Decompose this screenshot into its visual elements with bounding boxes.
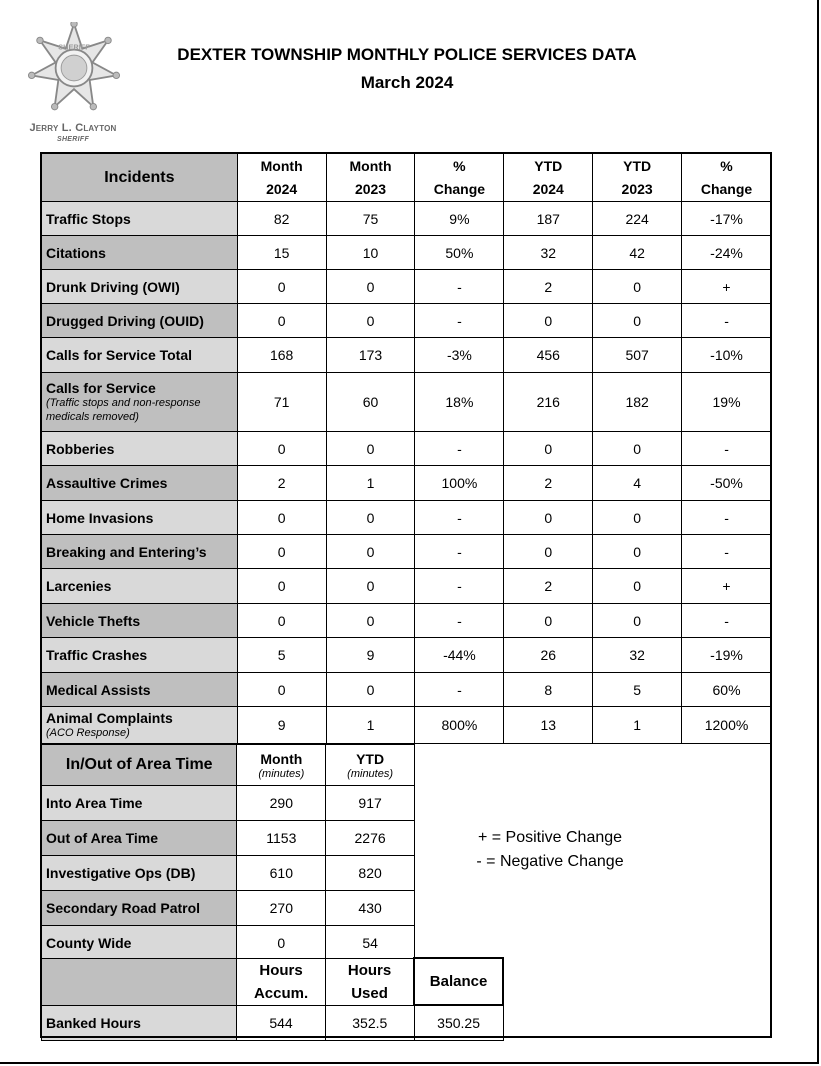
value-cell: 1: [326, 707, 415, 744]
legend-negative: - = Negative Change: [476, 853, 624, 870]
value-cell: 800%: [415, 707, 504, 744]
value-cell: -: [415, 604, 504, 638]
banked-header-row: [42, 958, 504, 1005]
row-label: [42, 673, 238, 707]
value-cell: 0: [593, 569, 682, 604]
value-cell: -: [415, 569, 504, 604]
row-label: Banked Hours: [42, 1005, 237, 1040]
value-cell: 19%: [682, 373, 772, 432]
sheriff-title: SHERIFF: [56, 136, 90, 143]
incidents-header-title: Incidents: [42, 154, 238, 202]
value-cell: -: [415, 673, 504, 707]
value-cell: 0: [504, 501, 593, 535]
value-cell: -50%: [682, 466, 772, 501]
table-row: [42, 466, 772, 501]
value-cell: 26: [504, 638, 593, 673]
row-label-text: Larcenies: [46, 578, 112, 594]
header-line1: Month: [260, 157, 303, 174]
value-cell: 0: [593, 604, 682, 638]
table-row: [42, 236, 772, 270]
document-subtitle: March 2024: [360, 73, 454, 92]
row-label: Out of Area Time: [42, 821, 237, 856]
value-cell: 1: [593, 707, 682, 744]
value-cell: 0: [237, 270, 326, 304]
header-units: (minutes): [347, 768, 394, 780]
value-cell: 15: [237, 236, 326, 270]
table-row: [42, 338, 772, 373]
row-label-note: (Traffic stops and non-response medicals removed): [46, 397, 201, 423]
table-row: [42, 786, 415, 821]
value-cell: 430: [326, 891, 415, 926]
area-header-cell: [326, 745, 415, 786]
row-label-note: (ACO Response): [46, 727, 130, 739]
value-cell: 456: [504, 338, 593, 373]
row-label: [42, 569, 238, 604]
row-label: [42, 236, 238, 270]
table-row: [42, 535, 772, 569]
value-cell: 610: [237, 856, 326, 891]
value-cell: +: [682, 569, 772, 604]
document-title: DEXTER TOWNSHIP MONTHLY POLICE SERVICES DATA: [177, 45, 637, 64]
value-cell: 0: [593, 270, 682, 304]
row-label-text: Calls for Service Total: [46, 347, 193, 363]
value-cell: 2: [504, 466, 593, 501]
value-cell: 5: [593, 673, 682, 707]
value-cell: 0: [326, 604, 415, 638]
table-row: [42, 270, 772, 304]
value-cell: 917: [326, 786, 415, 821]
header-line2: Used: [351, 984, 388, 1002]
value-cell: 0: [504, 535, 593, 569]
row-label-text: Calls for Service: [46, 380, 156, 396]
value-cell: -24%: [682, 236, 772, 270]
value-cell: -: [682, 501, 772, 535]
row-label: [42, 202, 238, 236]
sheriff-name: Jerry L. Clayton: [29, 122, 117, 134]
incidents-header-cell: [237, 154, 326, 202]
value-cell: 0: [326, 569, 415, 604]
value-cell: 0: [326, 673, 415, 707]
area-header-cell: [237, 745, 326, 786]
svg-text:SHERIFF: SHERIFF: [58, 42, 90, 52]
value-cell: 0: [237, 604, 326, 638]
value-cell: 0: [237, 535, 326, 569]
value-cell: 32: [593, 638, 682, 673]
row-label-text: Animal Complaints: [46, 710, 173, 726]
value-cell: -: [682, 432, 772, 466]
value-cell: 1: [326, 466, 415, 501]
header-line1: Hours: [259, 961, 303, 979]
area-time-title: In/Out of Area Time: [42, 745, 237, 786]
row-label-text: Vehicle Thefts: [46, 612, 141, 629]
value-cell: 0: [326, 535, 415, 569]
value-cell: 50%: [415, 236, 504, 270]
incidents-table: [41, 153, 772, 744]
row-label: [42, 535, 238, 569]
banked-header-cell: [237, 958, 326, 1005]
row-label-text: Drugged Driving (OUID): [46, 312, 204, 329]
value-cell: 10: [326, 236, 415, 270]
incidents-header-cell: [682, 154, 772, 202]
value-cell: 1200%: [682, 707, 772, 744]
table-row: [42, 569, 772, 604]
value-cell: 0: [237, 926, 326, 961]
value-cell: 820: [326, 856, 415, 891]
table-row: [42, 604, 772, 638]
value-cell: 270: [237, 891, 326, 926]
incidents-header-row: [42, 154, 772, 202]
value-cell: 0: [593, 501, 682, 535]
value-cell: -19%: [682, 638, 772, 673]
value-cell: -3%: [415, 338, 504, 373]
row-label: County Wide: [42, 926, 237, 961]
header-line2: Change: [700, 180, 753, 197]
header-line2: Change: [433, 180, 486, 197]
table-row: [42, 304, 772, 338]
row-label: Secondary Road Patrol: [42, 891, 237, 926]
value-cell: -: [415, 304, 504, 338]
row-label: [42, 604, 238, 638]
area-header-row: [42, 745, 415, 786]
value-cell: 216: [504, 373, 593, 432]
area-time-table: [41, 744, 415, 961]
row-label-text: Robberies: [46, 440, 115, 457]
header-line2: 2023: [621, 180, 653, 197]
table-row: [42, 856, 415, 891]
table-row: [42, 891, 415, 926]
header-line2: 2024: [532, 180, 564, 197]
header-line1: %: [720, 157, 733, 174]
value-cell: -: [682, 535, 772, 569]
incidents-header-cell: [593, 154, 682, 202]
value-cell: 0: [504, 604, 593, 638]
value-cell: 2: [237, 466, 326, 501]
table-row: [42, 707, 772, 744]
header-line1: Balance: [429, 973, 488, 990]
header-line1: YTD: [534, 157, 563, 174]
header-line1: %: [453, 157, 466, 174]
value-cell: 71: [237, 373, 326, 432]
row-label-text: Traffic Crashes: [46, 647, 148, 663]
value-cell: 0: [326, 432, 415, 466]
value-cell: 0: [504, 304, 593, 338]
row-label: [42, 270, 238, 304]
row-label: Into Area Time: [42, 786, 237, 821]
value-cell: 32: [504, 236, 593, 270]
header-line2: 2023: [354, 180, 387, 197]
value-cell: -44%: [415, 638, 504, 673]
value-cell: 224: [593, 202, 682, 236]
row-label-text: Assaultive Crimes: [46, 475, 168, 491]
table-row: [42, 432, 772, 466]
row-label: [42, 338, 238, 373]
value-cell: 182: [593, 373, 682, 432]
incidents-header-cell: [504, 154, 593, 202]
header-main: Month: [260, 751, 303, 767]
row-label: [42, 501, 238, 535]
value-cell: -: [415, 432, 504, 466]
header-units: (minutes): [258, 768, 305, 780]
value-cell: 0: [504, 432, 593, 466]
header-main: YTD: [356, 751, 385, 767]
header-line1: Hours: [347, 961, 392, 979]
banked-hours-table: [41, 957, 504, 1041]
value-cell: 0: [593, 432, 682, 466]
value-cell: 0: [326, 304, 415, 338]
incidents-header-cell: [415, 154, 504, 202]
value-cell: 2276: [326, 821, 415, 856]
value-cell: 0: [237, 673, 326, 707]
table-row: [42, 373, 772, 432]
value-cell: 544: [237, 1005, 326, 1040]
value-cell: 2: [504, 569, 593, 604]
row-label: [42, 304, 238, 338]
value-cell: 5: [237, 638, 326, 673]
value-cell: 0: [237, 501, 326, 535]
value-cell: 0: [326, 270, 415, 304]
header-line2: 2024: [266, 180, 298, 197]
value-cell: 8: [504, 673, 593, 707]
banked-header-cell: [325, 958, 414, 1005]
value-cell: 13: [504, 707, 593, 744]
value-cell: 82: [237, 202, 326, 236]
row-label: [42, 466, 238, 501]
value-cell: 42: [593, 236, 682, 270]
value-cell: -10%: [682, 338, 772, 373]
value-cell: 2: [504, 270, 593, 304]
value-cell: 60%: [682, 673, 772, 707]
banked-header-cell: [414, 958, 503, 1005]
row-label-text: Drunk Driving (OWI): [46, 278, 180, 295]
value-cell: 100%: [415, 466, 504, 501]
value-cell: 18%: [415, 373, 504, 432]
value-cell: 54: [326, 926, 415, 961]
value-cell: 507: [593, 338, 682, 373]
table-row: [42, 673, 772, 707]
value-cell: 9%: [415, 202, 504, 236]
table-row: [42, 926, 415, 961]
row-label-text: Traffic Stops: [46, 210, 131, 227]
value-cell: +: [682, 270, 772, 304]
value-cell: 4: [593, 466, 682, 501]
table-row: [42, 638, 772, 673]
header-line1: YTD: [623, 157, 652, 174]
value-cell: 75: [326, 202, 415, 236]
value-cell: -: [415, 501, 504, 535]
row-label-text: Breaking and Entering’s: [46, 543, 207, 560]
value-cell: 0: [237, 569, 326, 604]
value-cell: 0: [326, 501, 415, 535]
table-row: [42, 821, 415, 856]
row-label-text: Citations: [46, 244, 106, 261]
row-label: [42, 432, 238, 466]
incidents-header-cell: [326, 154, 415, 202]
value-cell: 350.25: [414, 1005, 503, 1040]
value-cell: 60: [326, 373, 415, 432]
value-cell: 0: [237, 304, 326, 338]
banked-row: [42, 1005, 504, 1040]
value-cell: 0: [593, 535, 682, 569]
table-row: [42, 202, 772, 236]
value-cell: -: [415, 270, 504, 304]
row-label-text: Home Invasions: [46, 509, 154, 526]
value-cell: 187: [504, 202, 593, 236]
value-cell: 168: [237, 338, 326, 373]
header-line1: Month: [349, 157, 392, 174]
value-cell: -: [415, 535, 504, 569]
value-cell: 9: [237, 707, 326, 744]
row-label: Investigative Ops (DB): [42, 856, 237, 891]
value-cell: 290: [237, 786, 326, 821]
banked-header-blank: [42, 958, 237, 1005]
value-cell: 1153: [237, 821, 326, 856]
value-cell: 9: [326, 638, 415, 673]
value-cell: 352.5: [325, 1005, 414, 1040]
value-cell: 0: [593, 304, 682, 338]
legend-positive: + = Positive Change: [477, 829, 623, 846]
value-cell: -: [682, 604, 772, 638]
row-label-text: Medical Assists: [46, 681, 151, 698]
row-label: [42, 373, 238, 432]
value-cell: 0: [237, 432, 326, 466]
value-cell: -: [682, 304, 772, 338]
row-label: [42, 707, 238, 744]
value-cell: -17%: [682, 202, 772, 236]
value-cell: 173: [326, 338, 415, 373]
table-row: [42, 501, 772, 535]
header-line2: Accum.: [253, 984, 309, 1002]
row-label: [42, 638, 238, 673]
sheriff-badge-logo: [28, 22, 120, 114]
